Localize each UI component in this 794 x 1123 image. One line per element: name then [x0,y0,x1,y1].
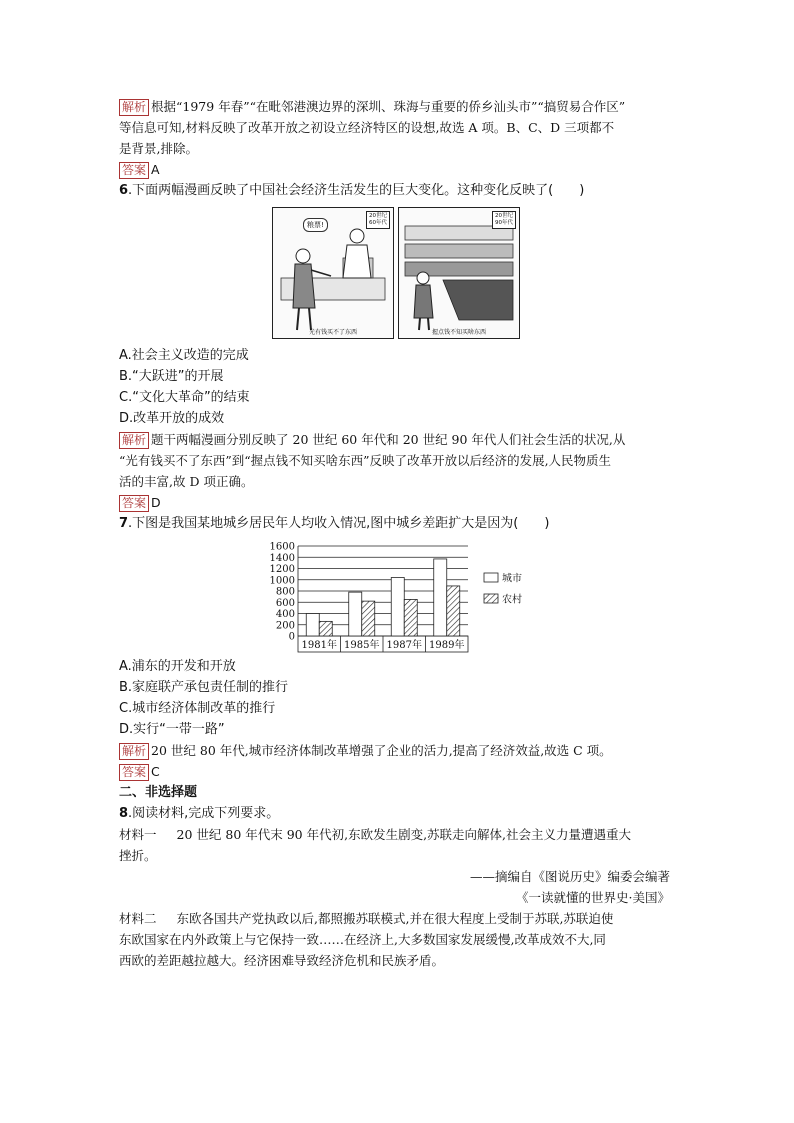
q6-analysis-line-3: 活的丰富,故 D 项正确。 [119,474,254,489]
analysis-tag: 解析 [119,99,149,116]
q6-analysis-line-1: 解析 题干两幅漫画分别反映了 20 世纪 60 年代和 20 世纪 90 年代人们社会生活的状况,从 [119,430,625,450]
bar-农村-1989年 [447,586,460,636]
answer-tag: 答案 [119,495,149,512]
material-label: 材料二 [119,911,157,926]
y-tick-label: 1200 [269,564,295,575]
legend-swatch [484,594,498,603]
q7-option-b: B.家庭联产承包责任制的推行 [119,680,289,695]
x-tick-label: 1981年 [301,640,337,651]
q7-stem: 7.下图是我国某地城乡居民年人均收入情况,图中城乡差距扩大是因为( ) [119,516,550,531]
q6-stem: 6.下面两幅漫画反映了中国社会经济生活发生的巨大变化。这种变化反映了( ) [119,183,585,198]
cartoon-1990s [398,207,520,339]
q7-option-a: A.浦东的开发和开放 [119,659,236,674]
x-tick-label: 1987年 [386,640,422,651]
q5-analysis-line-1: 解析 根据“1979 年春”“在毗邻港澳边界的深圳、珠海与重要的侨乡汕头市”“搞贸易合作区” [119,97,625,117]
bar-城市-1981年 [306,614,319,637]
q6-option-d: D.改革开放的成效 [119,411,225,426]
bar-城市-1985年 [349,592,362,636]
bar-城市-1989年 [434,559,447,636]
analysis-tag: 解析 [119,743,149,760]
cartoon-1960s [272,207,394,339]
q6-option-b: B.“大跃进”的开展 [119,369,224,384]
y-axis-ticks [270,542,295,643]
q8-material-1-line-1: 材料一 20 世纪 80 年代末 90 年代初,东欧发生剧变,苏联走向解体,社会主义力量遭遇重大 [119,827,632,842]
bar-农村-1981年 [319,621,332,636]
bar-农村-1987年 [404,599,417,636]
legend-label: 城市 [502,573,522,585]
chart-legend [484,572,522,606]
section-title: 二、非选择题 [119,785,198,800]
q6-option-c: C.“文化大革命”的结束 [119,390,250,405]
q8-material-2-line-1: 材料二 东欧各国共产党执政以后,都照搬苏联模式,并在很大程度上受制于苏联,苏联迫使 [119,911,614,926]
y-tick-label: 1000 [269,575,295,587]
q7-option-d: D.实行“一带一路” [119,722,225,737]
cartoon-caption: 握点钱不知买啥东西 [431,329,486,336]
q5-analysis-line-2: 等信息可知,材料反映了改革开放之初设立经济特区的设想,故选 A 项。B、C、D 三项都不 [119,120,615,135]
y-tick-label: 1400 [269,552,295,564]
q8-material-2-line-2: 东欧国家在内外政策上与它保持一致……在经济上,大多数国家发展缓慢,改革成效不大,同 [119,932,606,947]
q7-analysis: 解析 20 世纪 80 年代,城市经济体制改革增强了企业的活力,提高了经济效益,故选 C 项。 [119,741,612,761]
income-bar-chart [268,538,538,654]
bar-城市-1987年 [391,578,404,637]
x-tick-label: 1989年 [429,640,465,651]
q6-answer: 答案 D [119,493,161,513]
q5-analysis-line-3: 是背景,排除。 [119,141,198,156]
q8-material-1-source-1: ——摘编自《图说历史》编委会编著 [469,869,670,884]
material-label: 材料一 [119,827,157,842]
answer-tag: 答案 [119,162,149,179]
q8-material-1-line-2: 挫折。 [119,848,157,863]
legend-swatch [484,573,498,582]
y-tick-label: 1600 [269,541,295,553]
y-tick-label: 600 [275,597,295,609]
q7-answer: 答案 C [119,762,160,782]
era-label: 20世纪90年代 [492,211,516,229]
speech-bubble: 粮票! [303,218,328,232]
q8-stem: 8.阅读材料,完成下列要求。 [119,806,280,821]
era-label: 20世纪60年代 [366,211,390,229]
x-tick-label: 1985年 [344,640,380,651]
q8-material-2-line-3: 西欧的差距越拉越大。经济困难导致经济危机和民族矛盾。 [119,953,445,968]
y-tick-label: 800 [275,586,295,598]
cartoon-caption: 光有钱买不了东西 [308,329,357,336]
q7-option-c: C.城市经济体制改革的推行 [119,701,276,716]
bar-农村-1985年 [362,601,375,636]
legend-label: 农村 [502,594,522,606]
y-tick-label: 0 [288,631,295,643]
q5-answer: 答案 A [119,160,160,180]
q6-analysis-line-2: “光有钱买不了东西”到“握点钱不知买啥东西”反映了改革开放以后经济的发展,人民物质生 [119,453,612,468]
y-tick-label: 400 [275,609,295,620]
q6-option-a: A.社会主义改造的完成 [119,348,249,363]
q8-material-1-source-2: 《一读就懂的世界史·美国》 [516,890,670,905]
answer-tag: 答案 [119,764,149,781]
analysis-tag: 解析 [119,432,149,449]
y-tick-label: 200 [275,620,295,632]
